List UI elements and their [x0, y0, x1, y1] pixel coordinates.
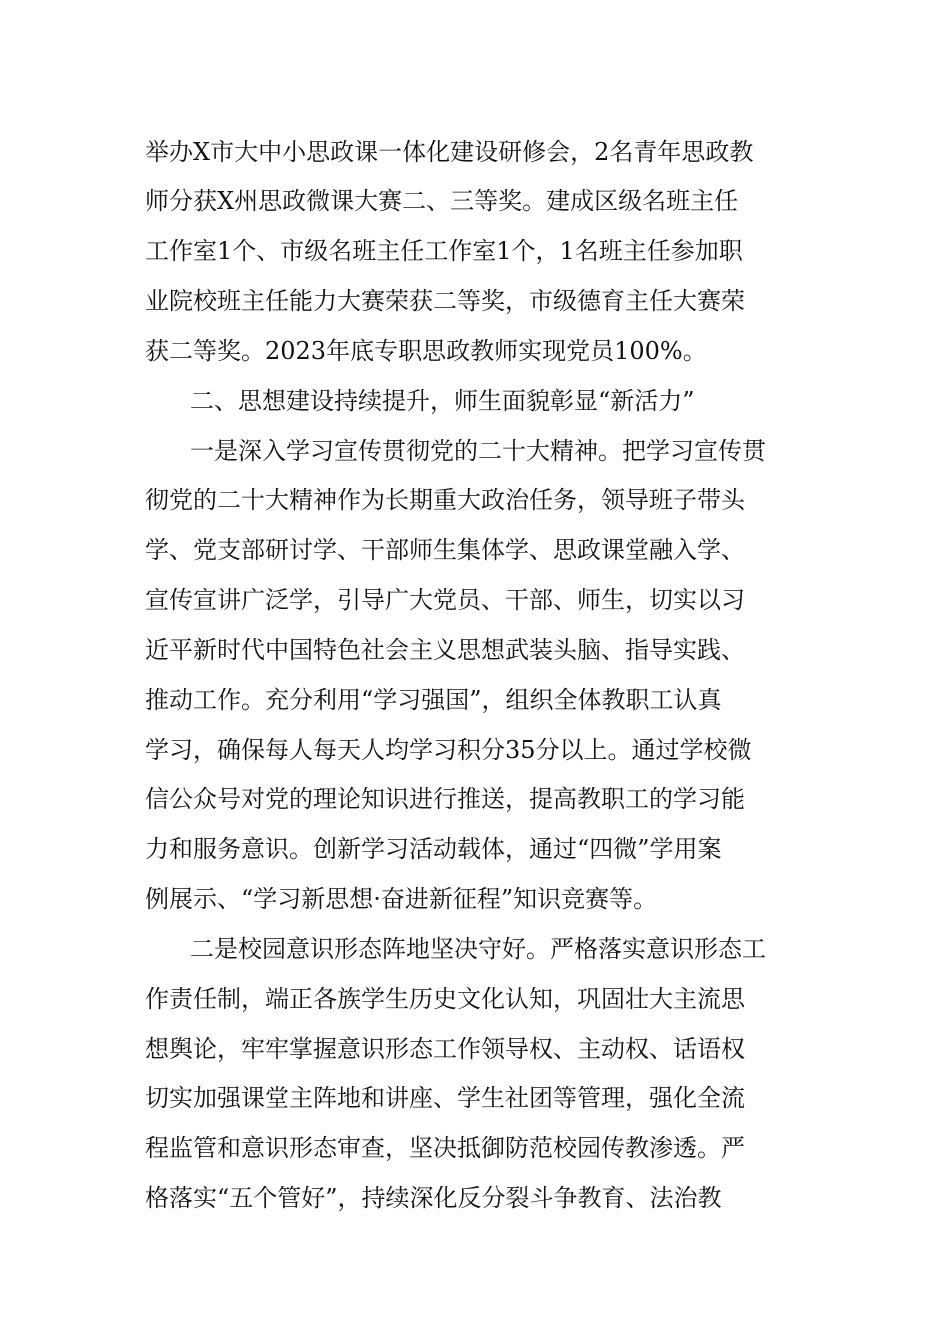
- text-line: 格落实“五个管好”，持续深化反分裂斗争教育、法治教: [145, 1184, 722, 1212]
- text-line: 想舆论，牢牢掌握意识形态工作领导权、主动权、话语权: [145, 1035, 745, 1063]
- text-line: 作责任制，端正各族学生历史文化认知，巩固壮大主流思: [145, 985, 745, 1013]
- text-line: 工作室1个、市级名班主任工作室1个，1名班主任参加职: [145, 237, 743, 265]
- text-line: 切实加强课堂主阵地和讲座、学生社团等管理，强化全流: [145, 1084, 745, 1112]
- paragraph-first-line: 二是校园意识形态阵地坚决守好。严格落实意识形态工: [190, 935, 766, 963]
- text-line: 学习，确保每人每天人均学习积分35分以上。通过学校微: [145, 736, 752, 764]
- text-line: 信公众号对党的理论知识进行推送，提高教职工的学习能: [145, 785, 745, 813]
- text-line: 力和服务意识。创新学习活动载体，通过“四微”学用案: [145, 835, 722, 863]
- text-line: 举办X市大中小思政课一体化建设研修会，2名青年思政教: [145, 138, 754, 166]
- text-line: 学、党支部研讨学、干部师生集体学、思政课堂融入学、: [145, 536, 745, 564]
- text-line: 获二等奖。2023年底专职思政教师实现党员100%。: [145, 337, 707, 365]
- text-line: 业院校班主任能力大赛荣获二等奖，市级德育主任大赛荣: [145, 287, 745, 315]
- text-line: 彻党的二十大精神作为长期重大政治任务，领导班子带头: [145, 486, 745, 514]
- text-line: 师分获X州思政微课大赛二、三等奖。建成区级名班主任: [145, 187, 739, 215]
- text-line: 宣传宣讲广泛学，引导广大党员、干部、师生，切实以习: [145, 586, 745, 614]
- text-line: 例展示、“学习新思想·奋进新征程”知识竞赛等。: [145, 885, 658, 913]
- text-line: 程监管和意识形态审查，坚决抵御防范校园传教渗透。严: [145, 1134, 745, 1162]
- section-heading: 二、思想建设持续提升，师生面貌彰显“新活力”: [190, 387, 695, 415]
- text-line: 近平新时代中国特色社会主义思想武装头脑、指导实践、: [145, 636, 745, 664]
- text-line: 推动工作。充分利用“学习强国”，组织全体教职工认真: [145, 686, 722, 714]
- paragraph-first-line: 一是深入学习宣传贯彻党的二十大精神。把学习宣传贯: [190, 437, 766, 465]
